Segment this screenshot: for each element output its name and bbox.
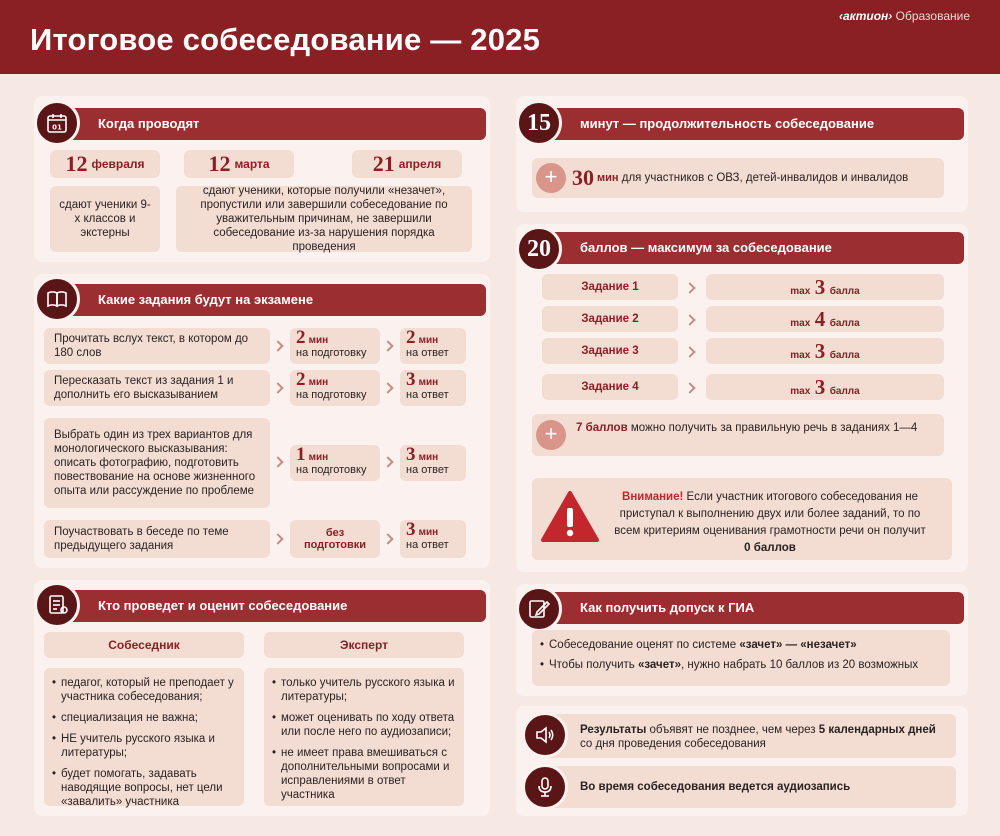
task-3-text: Выбрать один из трех вариантов для монологического высказывания: описать фотографию, подготовить повествование на основе жизненного опыта или рассуждение по проблеме (44, 418, 270, 508)
duration-extra: 30 мин для участников с ОВЗ, детей-инвалидов и инвалидов (532, 158, 944, 198)
list-item: • Собеседование оценят по системе «зачет» — «незачет» (540, 638, 940, 652)
scores-number: 20 (516, 226, 562, 272)
duration-number: 15 (516, 100, 562, 146)
date-mar: 12 марта (184, 150, 294, 178)
checklist-icon (34, 582, 80, 628)
list-item: • не имеет права вмешиваться с дополнительными вопросами и исправлениями в ответ участника (272, 746, 456, 802)
score-task-4-label: Задание 4 (542, 374, 678, 400)
list-item: • НЕ учитель русского языка и литературы; (52, 732, 236, 760)
warning-text: Внимание! Если участник итогового собеседования не приступал к выполнению двух или более заданий, то по всем критериям оценивания грамотности речи он получит 0 баллов (614, 491, 926, 554)
list-item: • педагог, который не преподает у участника собеседования; (52, 676, 236, 704)
when-title-bar: Когда проводят (40, 108, 486, 140)
score-task-4-value: max 3 балла (706, 374, 944, 400)
when-who-extra: сдают ученики, которые получили «незачет», пропустили или завершили собеседование по уважительным причинам, не завершили собеседование из-за нарушения порядка проведения (176, 186, 472, 252)
interlocutor-title: Собеседник (44, 632, 244, 658)
date-apr: 21 апреля (352, 150, 462, 178)
task-4-text: Поучаствовать в беседе по теме предыдущего задания (44, 520, 270, 558)
list-item: • специализация не важна; (52, 711, 236, 725)
brand-logo: ‹актион› Образование (838, 9, 970, 23)
when-who-main: сдают ученики 9-х классов и экстерны (50, 186, 160, 252)
results-announce: Результаты объявят не позднее, чем через 5 календарных дней со дня проведения собеседования (546, 714, 956, 758)
score-task-3-label: Задание 3 (542, 338, 678, 364)
list-item: • будет помогать, задавать наводящие вопросы, нет цели «завалить» участника (52, 767, 236, 809)
task-2-text: Пересказать текст из задания 1 и дополнить его высказыванием (44, 370, 270, 406)
page-title: Итоговое собеседование — 2025 (30, 22, 541, 57)
speaker-icon (522, 712, 568, 758)
score-task-2-label: Задание 2 (542, 306, 678, 332)
duration-title-bar: минут — продолжительность собеседование (522, 108, 964, 140)
warning-icon (540, 490, 600, 544)
book-icon (34, 276, 80, 322)
admission-title-bar: Как получить допуск к ГИА (522, 592, 964, 624)
task-3-prep: 1 мин на подготовку (290, 445, 380, 481)
pen-icon (516, 586, 562, 632)
plus-icon: + (536, 420, 566, 450)
admission-list (532, 630, 950, 686)
plus-icon: + (536, 163, 566, 193)
task-1-answer: 2 мин на ответ (400, 328, 466, 364)
list-item: • Чтобы получить «зачет», нужно набрать 10 баллов из 20 возможных (540, 658, 940, 672)
microphone-icon (522, 764, 568, 810)
task-3-answer: 3 мин на ответ (400, 445, 466, 481)
score-task-2-value: max 4 балла (706, 306, 944, 332)
task-4-answer: 3 мин на ответ (400, 520, 466, 558)
tasks-title-bar: Какие задания будут на экзамене (40, 284, 486, 316)
expert-list (264, 668, 464, 806)
scores-title-bar: баллов — максимум за собеседование (522, 232, 964, 264)
task-1-prep: 2 мин на подготовку (290, 328, 380, 364)
task-2-answer: 3 мин на ответ (400, 370, 466, 406)
score-task-1-value: max 3 балла (706, 274, 944, 300)
task-4-prep: без подготовки (290, 520, 380, 558)
score-task-3-value: max 3 балла (706, 338, 944, 364)
list-item: • только учитель русского языка и литературы; (272, 676, 456, 704)
header (0, 0, 1000, 74)
task-2-prep: 2 мин на подготовку (290, 370, 380, 406)
speech-bonus: 7 баллов можно получить за правильную речь в заданиях 1—4 (532, 414, 944, 456)
svg-text:01: 01 (52, 123, 62, 132)
results-audio: Во время собеседования ведется аудиозапись (546, 766, 956, 808)
expert-title: Эксперт (264, 632, 464, 658)
task-1-text: Прочитать вслух текст, в котором до 180 слов (44, 328, 270, 364)
list-item: • может оценивать по ходу ответа или после него по аудиозаписи; (272, 711, 456, 739)
calendar-icon (34, 100, 80, 146)
who-title-bar: Кто проведет и оценит собеседование (40, 590, 486, 622)
date-feb: 12 февраля (50, 150, 160, 178)
score-task-1-label: Задание 1 (542, 274, 678, 300)
interlocutor-list (44, 668, 244, 806)
